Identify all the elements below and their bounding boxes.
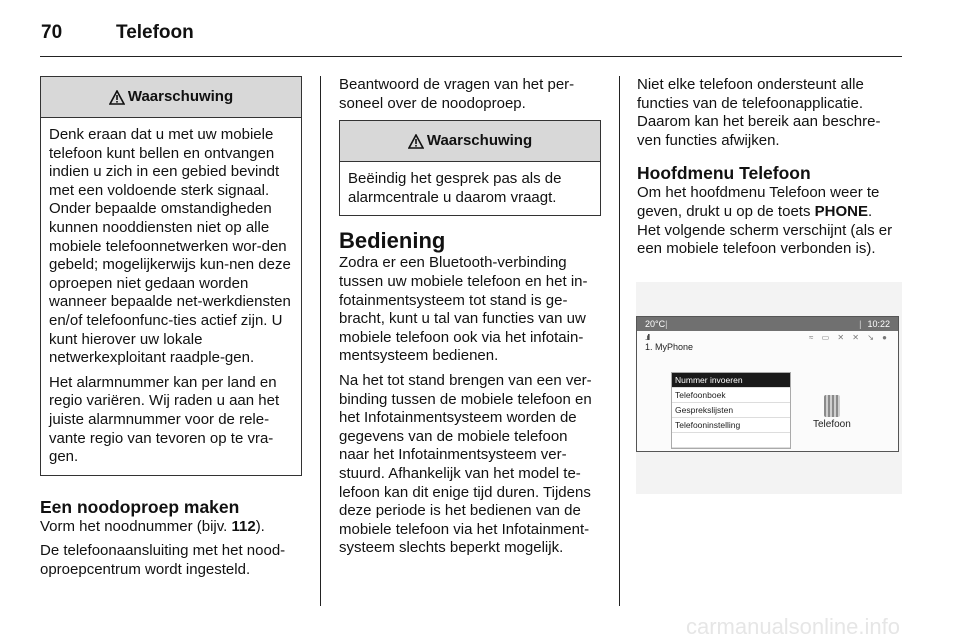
signal-icon: .ıll	[645, 333, 649, 342]
phone-row	[637, 331, 898, 361]
warning-title: Waarschuwing	[426, 131, 533, 149]
heading-emergency-call: Een noodoproep maken	[40, 496, 240, 517]
top-rule	[40, 56, 902, 57]
heading-operation: Bediening	[339, 228, 446, 254]
infotainment-screen	[636, 316, 899, 452]
phone-app-label: Telefoon	[813, 419, 851, 430]
warning-paragraph: Het alarmnummer kan per land en regio variëren. Wij raden u aan het juiste alarmnummer voor de rele-vante regio van tevoren op te vra-gen.	[49, 373, 280, 466]
column-divider-2	[619, 76, 620, 606]
page-number: 70	[41, 22, 63, 43]
menu-item-phone-settings[interactable]: Telefooninstelling	[672, 418, 790, 433]
status-separator: |	[665, 319, 668, 329]
paragraph: Zodra er een Bluetooth-verbinding tussen uw mobiele telefoon en het in-fotainmentsysteem tot stand is ge-bracht, kunt u tal van functies van uw mobiele telefoon ook via het infotain-mentsysteem bedienen.	[339, 254, 588, 365]
warning-icon	[109, 90, 125, 105]
warning-box	[40, 76, 302, 476]
menu-item-empty	[672, 433, 790, 448]
menu-item-dial-number[interactable]: Nummer invoeren	[672, 373, 790, 388]
warning-header	[41, 77, 301, 118]
status-icons: ≈ ▭ ✕ ✕ ↘ ●	[808, 333, 890, 342]
paragraph: Beantwoord de vragen van het per-soneel over de noodoproep.	[339, 76, 575, 112]
phone-menu	[671, 372, 791, 449]
warning-paragraph: Denk eraan dat u met uw mobiele telefoon kunt bellen en ontvangen indien u zich in een gebied bevindt met een voldoende sterk signaal. Onder bepaalde omstandigheden kunnen nooddiensten niet op alle mobiele telefoonnetwerken wor-den gebeld; mogelijkerwijs kun-nen deze oproepen niet gedaan worden wanneer bepaalde net-werkdiensten en/of telefoonfunc-ties actief zijn. U kunt hierover uw lokale netwerkexploitant raadple-gen.	[49, 126, 291, 367]
warning-paragraph: Beëindig het gesprek pas als de alarmcentrale u daarom vraagt.	[348, 170, 562, 206]
column-2	[339, 76, 601, 564]
clock: 10:22	[867, 319, 890, 329]
phone-name: 1. MyPhone	[645, 342, 694, 352]
warning-icon	[408, 134, 424, 149]
paragraph: Niet elke telefoon ondersteunt alle functies van de telefoonapplicatie. Daarom kan het bereik aan beschre-ven functies afwijken.	[637, 76, 881, 149]
warning-body	[340, 162, 600, 215]
temperature: 20°C	[645, 319, 666, 329]
phone-app-button[interactable]	[813, 395, 851, 430]
watermark: carmanualsonline.info	[685, 614, 900, 639]
column-divider-1	[320, 76, 321, 606]
paragraph: Om het hoofdmenu Telefoon weer te geven, drukt u op de toets PHONE.	[637, 184, 880, 220]
paragraph: Na het tot stand brengen van een ver-binding tussen de mobiele telefoon en het Infotainmentsysteem worden de gegevens van de mobiele telefoon naar het Infotainmentsysteem ver-stuurd. Afhankelijk van het model te-lefoon kan dit enige tijd duren. Tijdens deze periode is het bedienen van de mobiele telefoon via het Infotainment-systeem slechts beperkt mogelijk.	[339, 371, 592, 557]
heading-phone-main-menu: Hoofdmenu Telefoon	[637, 163, 811, 184]
paragraph: Het volgende scherm verschijnt (als er een mobiele telefoon verbonden is).	[637, 221, 893, 258]
status-bar	[637, 317, 898, 331]
warning-header	[340, 121, 600, 162]
warning-body	[41, 118, 301, 475]
warning-title: Waarschuwing	[127, 87, 234, 105]
column-1	[40, 76, 302, 585]
menu-item-phonebook[interactable]: Telefoonboek	[672, 388, 790, 403]
status-separator: |	[859, 319, 862, 329]
column-3	[637, 76, 903, 265]
paragraph: De telefoonaansluiting met het nood-oproepcentrum wordt ingesteld.	[40, 542, 286, 578]
phone-app-icon	[824, 395, 840, 417]
warning-box	[339, 120, 601, 216]
section-title: Telefoon	[116, 22, 194, 43]
paragraph: Vorm het noodnummer (bijv. 112).	[40, 517, 265, 535]
menu-item-call-lists[interactable]: Gesprekslijsten	[672, 403, 790, 418]
